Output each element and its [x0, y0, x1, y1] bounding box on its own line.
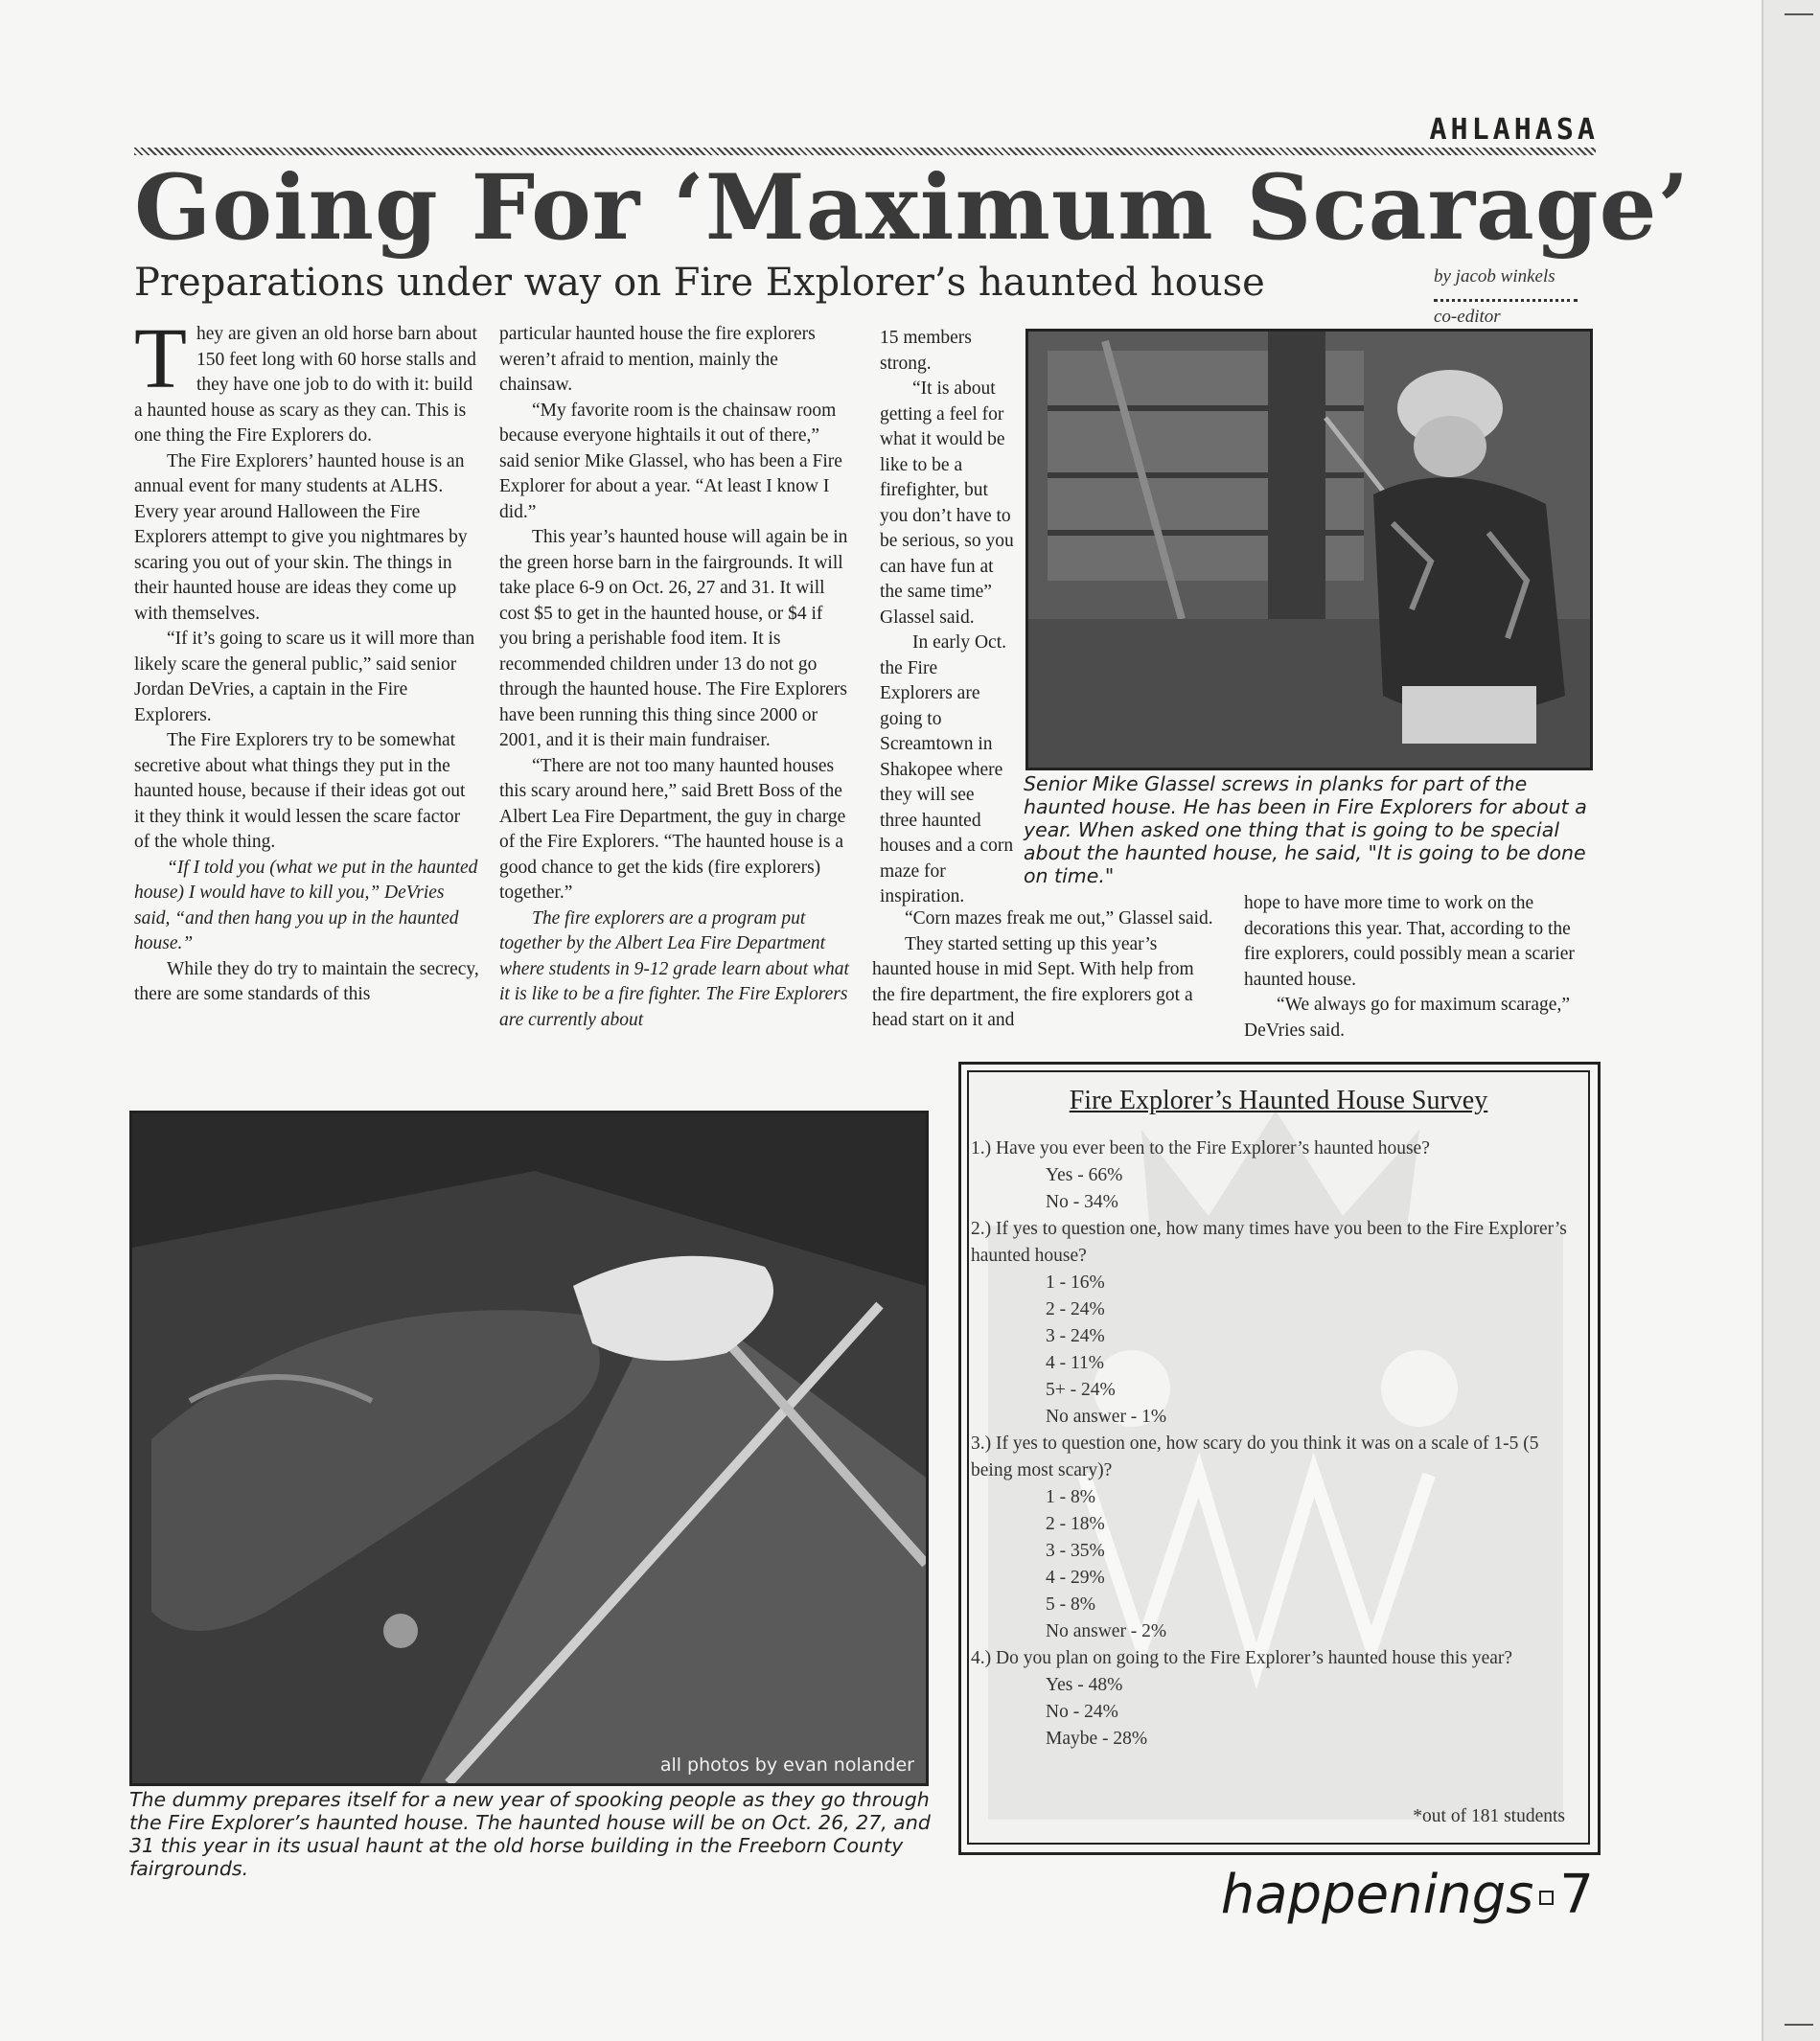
photo-dummy [129, 1111, 929, 1786]
article-paragraph: “If it’s going to scare us it will more than likely scare the general public,” said senior Jordan DeVries, a captain in the Fire Explorers. [134, 629, 475, 725]
edge-mark [1785, 2024, 1813, 2026]
survey-question: 3.) If yes to question one, how scary do you think it was on a scale of 1-5 (5 being most scary)? [971, 1433, 1539, 1480]
survey-questions [969, 1135, 1582, 1753]
article-paragraph: The Fire Explorers try to be somewhat secretive about what things they put in the haunted house, because if their ideas got out it they think it would lessen the scare factor of the whole thing. [134, 730, 466, 852]
survey-answer: Yes - 66% [1046, 1165, 1123, 1185]
survey-question: 1.) Have you ever been to the Fire Explorer’s haunted house? [971, 1138, 1430, 1158]
byline-role: co-editor [1434, 307, 1501, 327]
survey-answer: 5 - 8% [1046, 1594, 1095, 1615]
survey-answer: 2 - 24% [1046, 1299, 1105, 1319]
survey-answer: 2 - 18% [1046, 1514, 1105, 1534]
survey-answer: 3 - 35% [1046, 1541, 1105, 1561]
survey-answer: No answer - 2% [1046, 1621, 1167, 1641]
survey-question: 4.) Do you plan on going to the Fire Explorer’s haunted house this year? [971, 1648, 1513, 1668]
article-paragraph: While they do try to maintain the secrecy, there are some standards of this [134, 958, 479, 1004]
photo-placeholder-art [132, 1113, 926, 1783]
headline: Going For ‘Maximum Scarage’ [134, 155, 1691, 261]
article-paragraph: They started setting up this year’s haunted house in mid Sept. With help from the fire department, the fire explorers got a head start on it and [872, 933, 1194, 1030]
survey-answer: Maybe - 28% [1046, 1729, 1148, 1749]
article-column-3 [880, 326, 1014, 910]
footer-square-icon [1539, 1891, 1554, 1905]
page-footer [1210, 1864, 1594, 1926]
survey-answer: 5+ - 24% [1046, 1380, 1116, 1400]
article-paragraph: “It is about getting a feel for what it would be like to be a firefighter, but you don’t have to be serious, so you can have fun at the same time” Glassel said. [880, 378, 1014, 628]
article-paragraph: “There are not too many haunted houses this scary around here,” said Brett Boss of the Albert Lea Fire Department, the guy in charge of the Fire Explorers. “The haunted house is a good chance to get the kids (fire explorers) together.” [499, 755, 846, 903]
survey-answer: 4 - 11% [1046, 1353, 1105, 1373]
photo-credit: all photos by evan nolander [659, 1754, 914, 1776]
photo1-caption: Senior Mike Glassel screws in planks for part of the haunted house. He has been in Fire Explorers for about a year. When asked one thing that is going to be special about the haunted house, he said, "It is going to be done on time." [1024, 772, 1587, 887]
survey-answer: 3 - 24% [1046, 1326, 1105, 1346]
survey-answer: 1 - 8% [1046, 1487, 1095, 1507]
masthead: AHLAHASA [1429, 113, 1599, 147]
article-paragraph: The Fire Explorers’ haunted house is an annual event for many students at ALHS. Every year around Halloween the Fire Explorers attempt to give you nightmares by scaring you out of your skin. The things in their haunted house are ideas they come up with themselves. [134, 450, 468, 624]
survey-answer: 1 - 16% [1046, 1273, 1105, 1293]
article-paragraph: “My favorite room is the chainsaw room because everyone hightails it out of there,” said senior Mike Glassel, who has been a Fire Explorer for about a year. “At least I know I did.” [499, 400, 842, 522]
survey-answer: No - 24% [1046, 1702, 1118, 1722]
page-number: 7 [1559, 1864, 1594, 1926]
article-paragraph: They are given an old horse barn about 150 feet long with 60 horse stalls and they have one job to do with it: build a haunted house as scary as they can. This is one thing the Fire Explorers do. [134, 311, 477, 446]
article-paragraph: 15 members strong. [880, 328, 972, 374]
byline-author: by jacob winkels [1434, 266, 1555, 287]
survey-answer: No - 34% [1046, 1192, 1118, 1212]
survey-answer: No answer - 1% [1046, 1407, 1167, 1427]
survey-answer: 4 - 29% [1046, 1568, 1105, 1588]
header-rule [134, 148, 1596, 155]
photo-placeholder-art [1028, 332, 1590, 768]
subheadline: Preparations under way on Fire Explorer’s haunted house [134, 261, 1265, 305]
survey-title: Fire Explorer’s Haunted House Survey [1069, 1086, 1488, 1115]
article-column-2 [499, 322, 854, 1033]
byline [1434, 266, 1606, 327]
article-paragraph: particular haunted house the fire explorers weren’t afraid to mention, mainly the chainsaw. [499, 324, 816, 395]
photo-glassel-building [1025, 329, 1593, 770]
article-paragraph: The fire explorers are a program put together by the Albert Lea Fire Department where students in 9-12 grade learn about what it is like to be a fire fighter. The Fire Explorers are currently about [499, 907, 849, 1030]
article-column-3-continued [872, 906, 1215, 1034]
photo2-caption: The dummy prepares itself for a new year of spooking people as they go through the Fire Explorer’s haunted house. The haunted house will be on Oct. 26, 27, and 31 this year in its usual haunt at the old horse building in the Freeborn County fairgrounds. [129, 1788, 931, 1880]
survey-question: 2.) If yes to question one, how many times have you been to the Fire Explorer’s haunted house? [971, 1219, 1567, 1266]
adjacent-page-edge [1762, 0, 1820, 2041]
edge-mark [1785, 13, 1813, 15]
article-paragraph: hope to have more time to work on the decorations this year. That, according to the fire explorers, could possibly mean a scarier haunted house. [1244, 893, 1575, 990]
survey-box [967, 1070, 1590, 1845]
drop-cap: T [134, 311, 187, 406]
article-paragraph: “We always go for maximum scarage,” DeVries said. [1244, 995, 1570, 1041]
section-name: happenings [1220, 1864, 1534, 1926]
article-paragraph: “Corn mazes freak me out,” Glassel said. [905, 908, 1213, 929]
article-paragraph: “If I told you (what we put in the haunted house) I would have to kill you,” DeVries said, “and then hang you up in the haunted house.” [134, 857, 478, 953]
byline-dots [1434, 295, 1578, 302]
article-paragraph: This year’s haunted house will again be in the green horse barn in the fairgrounds. It will take place 6-9 on Oct. 26, 27 and 31. It will cost $5 to get in the haunted house, or $4 if you bring a perishable food item. It is recommended children under 13 do not go through the haunted house. The Fire Explorers have been running this thing since 2000 or 2001, and it is their main fundraiser. [499, 527, 848, 750]
article-column-1 [134, 311, 479, 1008]
survey-answer: Yes - 48% [1046, 1675, 1123, 1695]
survey-footnote: *out of 181 students [1413, 1806, 1565, 1826]
article-paragraph: In early Oct. the Fire Explorers are going to Screamtown in Shakopee where they will see three haunted houses and a corn maze for inspiration. [880, 632, 1014, 906]
article-column-4 [1244, 891, 1599, 1043]
